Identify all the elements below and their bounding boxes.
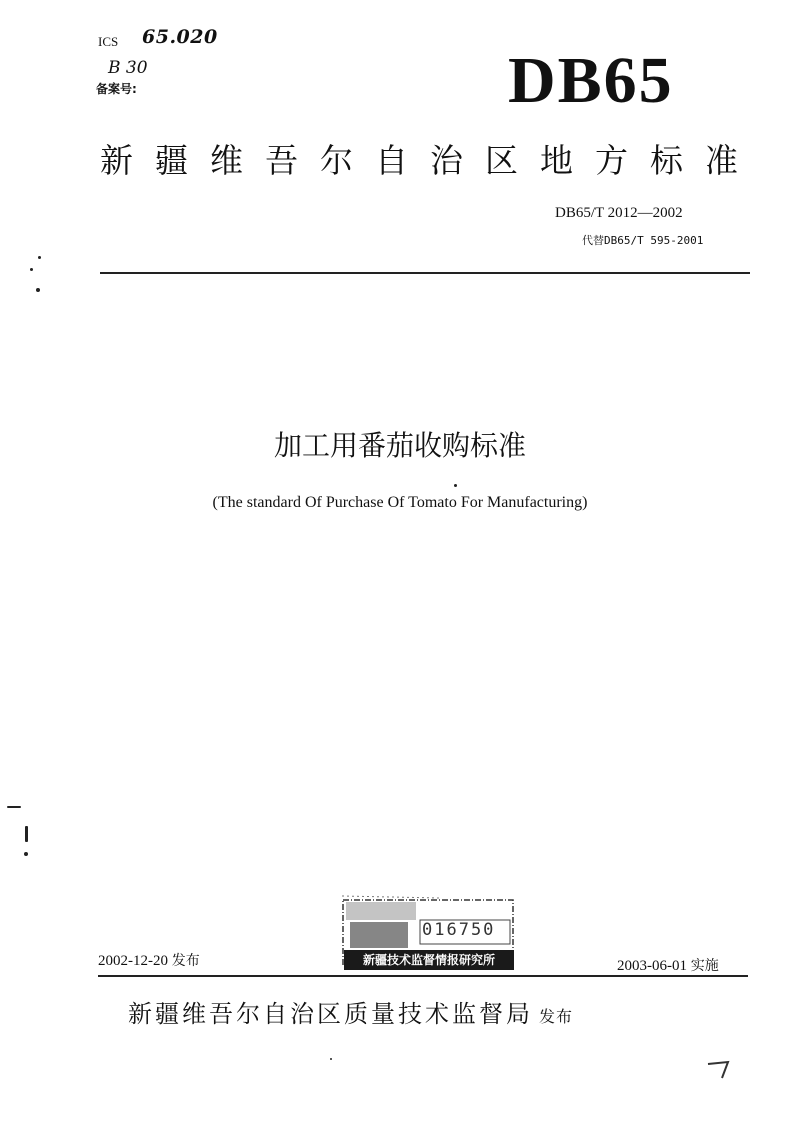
scan-speck [38,256,41,259]
scan-speck [454,484,457,487]
stamp-organization: 新疆技术监督情报研究所 [344,950,514,970]
scan-speck [30,268,33,271]
standard-mark: DB65 [508,44,674,117]
standard-code: DB65/T 2012—2002 [555,205,683,221]
header-divider [100,272,750,274]
ics-label: ICS [98,34,119,49]
implement-date: 2003-06-01 [617,958,687,974]
replaces-note: 代替DB65/T 595-2001 [582,234,704,247]
standard-type: 新疆维吾尔自治区地方标准 [100,141,760,180]
issue-date: 2002-12-20 [98,953,168,969]
scan-speck [24,852,28,856]
document-title-english: (The standard Of Purchase Of Tomato For Manufacturing) [212,494,588,511]
ics-sub-code: B 30 [108,58,148,78]
ics-value: 65.020 [142,26,218,48]
publisher-line [128,994,573,1029]
scan-speck [7,806,21,808]
issue-suffix: 发布 [171,953,200,969]
issue-date-line [98,950,200,970]
document-title: 加工用番茄收购标准 [273,429,526,462]
scan-speck [330,1058,332,1060]
publisher-name: 新疆维吾尔自治区质量技术监督局 [128,1000,533,1028]
implement-date-line [617,955,719,975]
footer-divider [98,975,748,977]
stamp-number: 016750 [422,920,496,940]
scan-mark [706,1058,736,1082]
record-label: 备案号: [96,82,137,96]
implement-suffix: 实施 [690,958,719,974]
scan-speck [36,288,40,292]
publisher-suffix: 发布 [539,1007,574,1026]
scan-speck [25,826,28,842]
